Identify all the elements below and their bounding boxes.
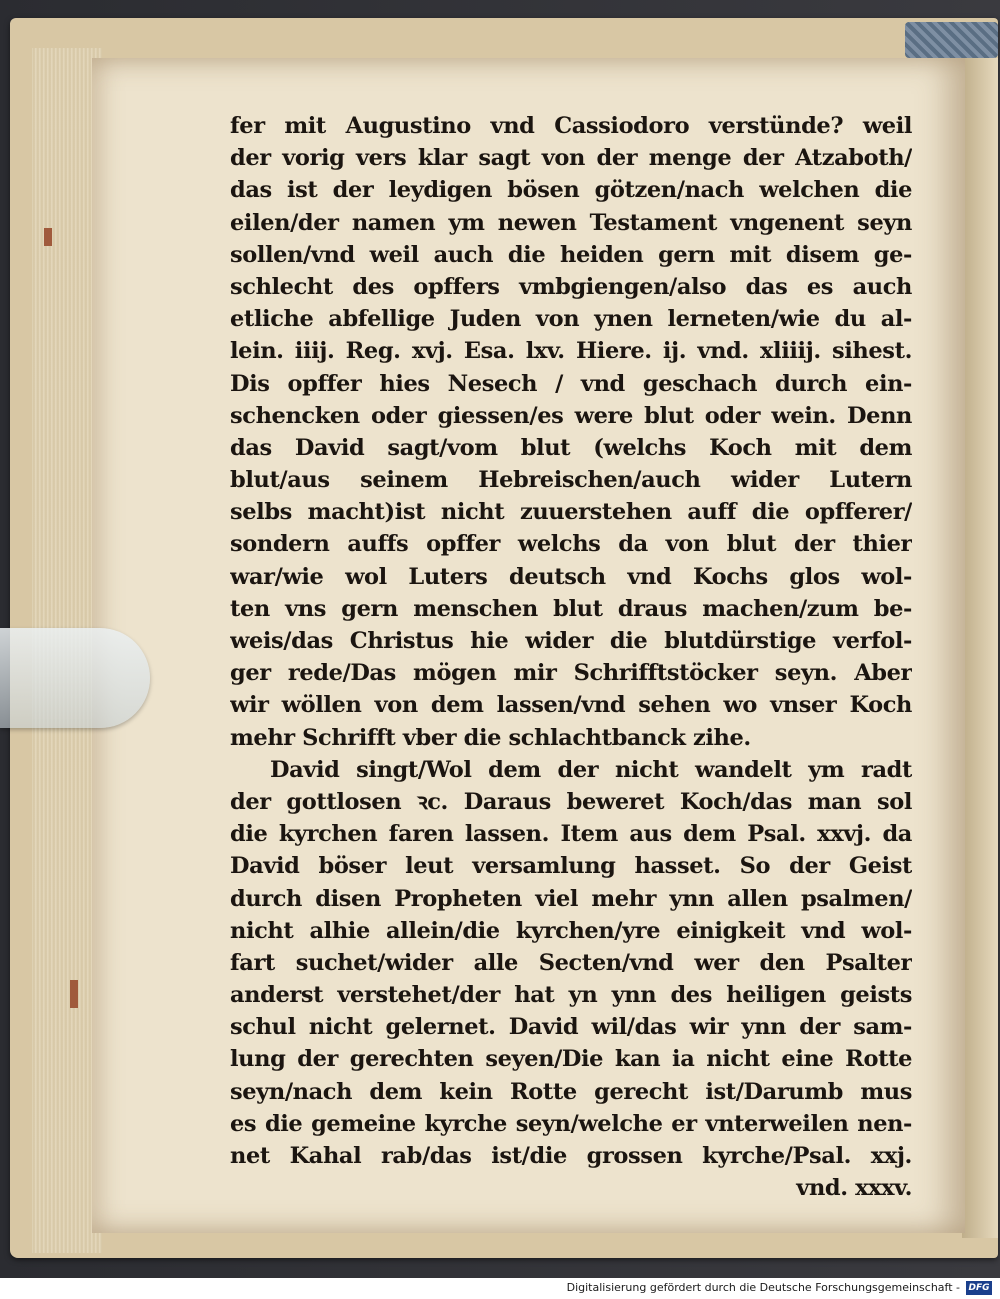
text-line: Dis opffer hies Nesech / vnd geschach durch ein- [230, 370, 912, 397]
text-line: lung der gerechten seyen/Die kan ia nicht eine Rotte [230, 1046, 912, 1073]
text-line: mehr Schrifft vber die schlachtbanck zihe. [230, 724, 751, 751]
text-line: David singt/Wol dem der nicht wandelt ym radt [270, 756, 912, 783]
text-line: etliche abfellige Juden von ynen lerneten/wie du al- [230, 306, 912, 333]
book-binding [905, 22, 998, 58]
page-clip [0, 628, 150, 728]
text-line: der vorig vers klar sagt von der menge der Atzaboth/ [230, 145, 912, 172]
text-line: war/wie wol Luters deutsch vnd Kochs glos wol- [230, 563, 912, 590]
text-line: ger rede/Das mögen mir Schrifftstöcker seyn. Aber [230, 660, 912, 687]
text-line: anderst verstehet/der hat yn ynn des heiligen geists [230, 982, 912, 1009]
text-line: selbs macht)ist nicht zuuerstehen auff die opfferer/ [230, 499, 912, 526]
text-line: seyn/nach dem kein Rotte gerecht ist/Darumb mus [230, 1078, 912, 1105]
text-line: wir wöllen von dem lassen/vnd sehen wo vnser Koch [230, 692, 912, 719]
right-page-edge [962, 58, 998, 1238]
text-line: weis/das Christus hie wider die blutdürstige verfol- [230, 628, 912, 654]
text-line: der gottlosen ꝛc. Daraus beweret Koch/das man sol [230, 788, 912, 815]
text-line: schencken oder giessen/es were blut oder wein. Denn [230, 402, 912, 429]
text-line: David böser leut versamlung hasset. So der Geist [230, 853, 912, 880]
text-line: vnd. xxxv. [796, 1175, 912, 1202]
text-line: lein. iiij. Reg. xvj. Esa. lxv. Hiere. ij. vnd. xliiij. sihest. [230, 338, 912, 365]
dfg-logo[interactable]: DFG [966, 1281, 992, 1295]
text-line: fer mit Augustino vnd Cassiodoro verstünde? weil [230, 113, 912, 139]
text-line: schul nicht gelernet. David wil/das wir ynn der sam- [230, 1014, 912, 1041]
text-line: das David sagt/vom blut (welchs Koch mit dem [230, 434, 912, 461]
footer-bar [0, 1278, 1000, 1299]
text-line: die kyrchen faren lassen. Item aus dem Psal. xxvj. da [230, 821, 912, 848]
page-text [230, 110, 912, 1204]
text-line: blut/aus seinem Hebreischen/auch wider Lutern [230, 467, 912, 494]
text-line: es die gemeine kyrche seyn/welche er vnterweilen nen- [230, 1110, 912, 1137]
page-marker-tab [70, 980, 78, 1008]
text-line: ten vns gern menschen blut draus machen/zum be- [230, 595, 912, 622]
text-line: eilen/der namen ym newen Testament vngenent seyn [230, 209, 912, 236]
text-line: durch disen Propheten viel mehr ynn allen psalmen/ [230, 885, 912, 912]
page-marker-tab [44, 228, 52, 246]
text-line: das ist der leydigen bösen götzen/nach welchen die [230, 177, 912, 204]
text-line: sollen/vnd weil auch die heiden gern mit disem ge- [230, 241, 912, 268]
funding-credit: Digitalisierung gefördert durch die Deutsche Forschungsgemeinschaft - [566, 1281, 960, 1294]
text-line: fart suchet/wider alle Secten/vnd wer den Psalter [230, 949, 912, 976]
text-line: net Kahal rab/das ist/die grossen kyrche/Psal. xxj. [230, 1143, 912, 1169]
text-line: sondern auffs opffer welchs da von blut der thier [230, 531, 912, 558]
text-line: schlecht des opffers vmbgiengen/also das es auch [230, 273, 912, 300]
text-line: nicht alhie allein/die kyrchen/yre einigkeit vnd wol- [230, 917, 912, 944]
